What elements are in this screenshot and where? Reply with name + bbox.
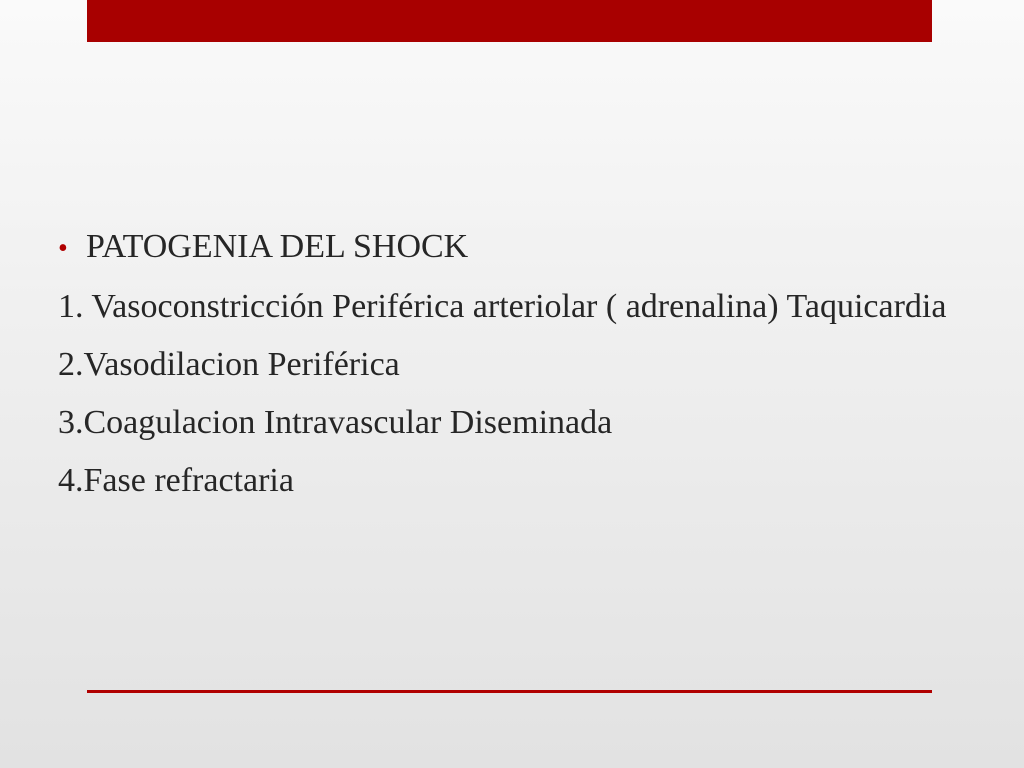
top-accent-bar xyxy=(87,0,932,42)
bottom-divider-line xyxy=(87,690,932,693)
list-item-4: 4.Fase refractaria xyxy=(58,462,294,499)
list-item-2: 2.Vasodilacion Periférica xyxy=(58,346,400,383)
bullet-heading xyxy=(58,224,958,272)
slide-content xyxy=(58,224,958,516)
list-item-3: 3.Coagulacion Intravascular Diseminada xyxy=(58,404,613,441)
bullet-icon: • xyxy=(58,233,68,264)
bullet-heading-text: PATOGENIA DEL SHOCK xyxy=(86,228,469,265)
list-item-1: 1. Vasoconstricción Periférica arteriolar ( adrenalina) Taquicardia xyxy=(58,288,947,325)
